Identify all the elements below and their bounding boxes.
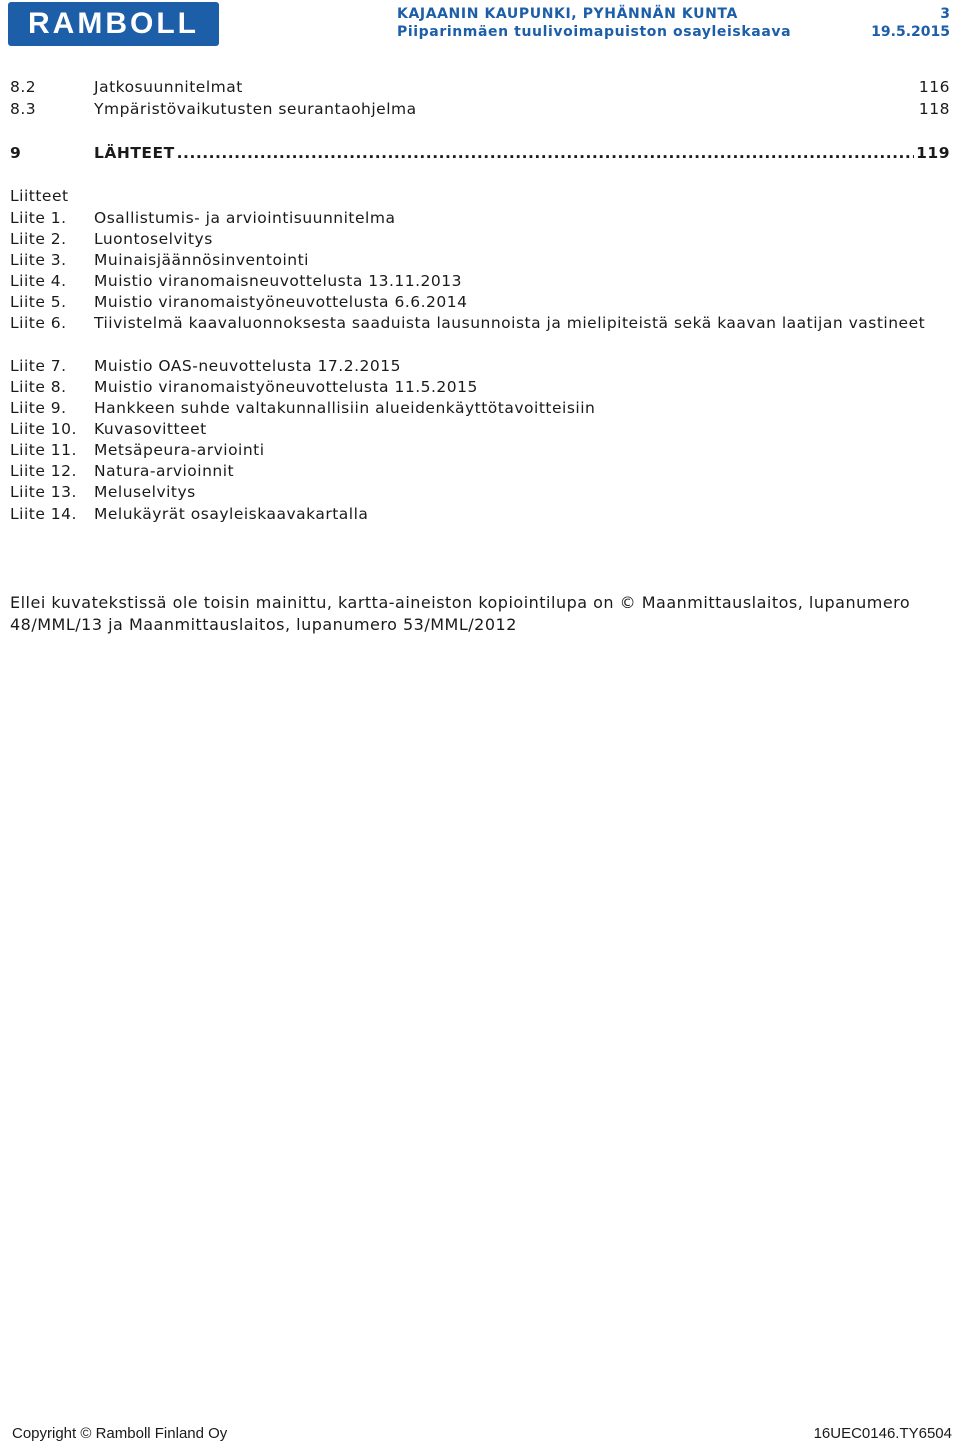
appendix-title: Muistio OAS-neuvottelusta 17.2.2015 [94,357,401,375]
appendix-title: Luontoselvitys [94,230,213,248]
ramboll-logo [8,2,219,46]
appendix-item [10,313,950,334]
appendix-label: Liite 8. [10,378,67,396]
toc-entry-title: Ympäristövaikutusten seurantaohjelma [94,100,417,118]
toc-entry-page: 116 [918,78,950,96]
toc-entry-page: 119 [916,144,950,162]
toc-entry[interactable] [10,100,950,122]
header-project: Piiparinmäen tuulivoimapuiston osayleiskaava [397,24,792,40]
appendix-label: Liite 2. [10,230,67,248]
appendix-item [10,208,950,229]
appendix-title: Meluselvitys [94,483,196,501]
appendix-item [10,292,950,313]
footer-document-id: 16UEC0146.TY6504 [813,1425,952,1442]
appendix-item [10,250,950,271]
appendix-item [10,504,950,525]
appendix-title: Muistio viranomaisneuvottelusta 13.11.2013 [94,272,462,290]
footer-copyright: Copyright © Ramboll Finland Oy [12,1425,228,1442]
appendix-item [10,229,950,250]
appendix-label: Liite 14. [10,505,77,523]
logo-text: RAMBOLL [28,7,199,40]
appendix-title: Metsäpeura-arviointi [94,441,265,459]
appendix-label: Liite 1. [10,209,67,227]
header-page-number: 3 [940,6,950,22]
appendix-item [10,377,950,398]
map-copyright-notice: Ellei kuvatekstissä ole toisin mainittu, kartta-aineiston kopiointilupa on © Maanmittauslaitos, lupanumero 48/MML/13 ja Maanmittauslaitos, lupanumero 53/MML/2012 [10,593,911,634]
appendix-label: Liite 5. [10,293,67,311]
appendix-title: Muinaisjäännösinventointi [94,251,309,269]
toc-entry[interactable] [10,144,950,166]
appendix-item [10,419,950,440]
toc-entry[interactable] [10,78,950,100]
toc-entry-number: 9 [10,144,22,162]
toc-entry-title: LÄHTEET [94,144,175,162]
appendix-label: Liite 11. [10,441,77,459]
toc-dot-leader [177,144,914,162]
appendix-title: Osallistumis- ja arviointisuunnitelma [94,209,396,227]
appendices-heading: Liitteet [10,187,69,205]
appendix-item [10,482,950,503]
toc-entry-number: 8.3 [10,100,37,118]
appendix-title: Hankkeen suhde valtakunnallisiin alueidenkäyttötavoitteisiin [94,399,596,417]
appendix-item [10,398,950,419]
appendix-item [10,461,950,482]
appendix-item [10,271,950,292]
appendix-title: Muistio viranomaistyöneuvottelusta 6.6.2014 [94,293,468,311]
appendix-title: Kuvasovitteet [94,420,207,438]
header-client: KAJAANIN KAUPUNKI, PYHÄNNÄN KUNTA [397,6,738,22]
appendix-label: Liite 12. [10,462,77,480]
appendix-title: Tiivistelmä kaavaluonnoksesta saaduista lausunnoista ja mielipiteistä sekä kaavan laatijan vastineet [94,314,926,332]
appendix-item [10,440,950,461]
appendix-label: Liite 9. [10,399,67,417]
appendix-label: Liite 3. [10,251,67,269]
toc-entry-title: Jatkosuunnitelmat [94,78,243,96]
appendix-label: Liite 6. [10,314,67,332]
appendix-title: Natura-arvioinnit [94,462,235,480]
appendix-title: Muistio viranomaistyöneuvottelusta 11.5.2015 [94,378,478,396]
appendix-title: Melukäyrät osayleiskaavakartalla [94,505,369,523]
appendix-label: Liite 10. [10,420,77,438]
toc-entry-number: 8.2 [10,78,37,96]
toc-entry-page: 118 [918,100,950,118]
appendix-label: Liite 7. [10,357,67,375]
appendix-item [10,356,950,377]
appendix-label: Liite 4. [10,272,67,290]
appendix-label: Liite 13. [10,483,77,501]
header-date: 19.5.2015 [871,24,950,40]
